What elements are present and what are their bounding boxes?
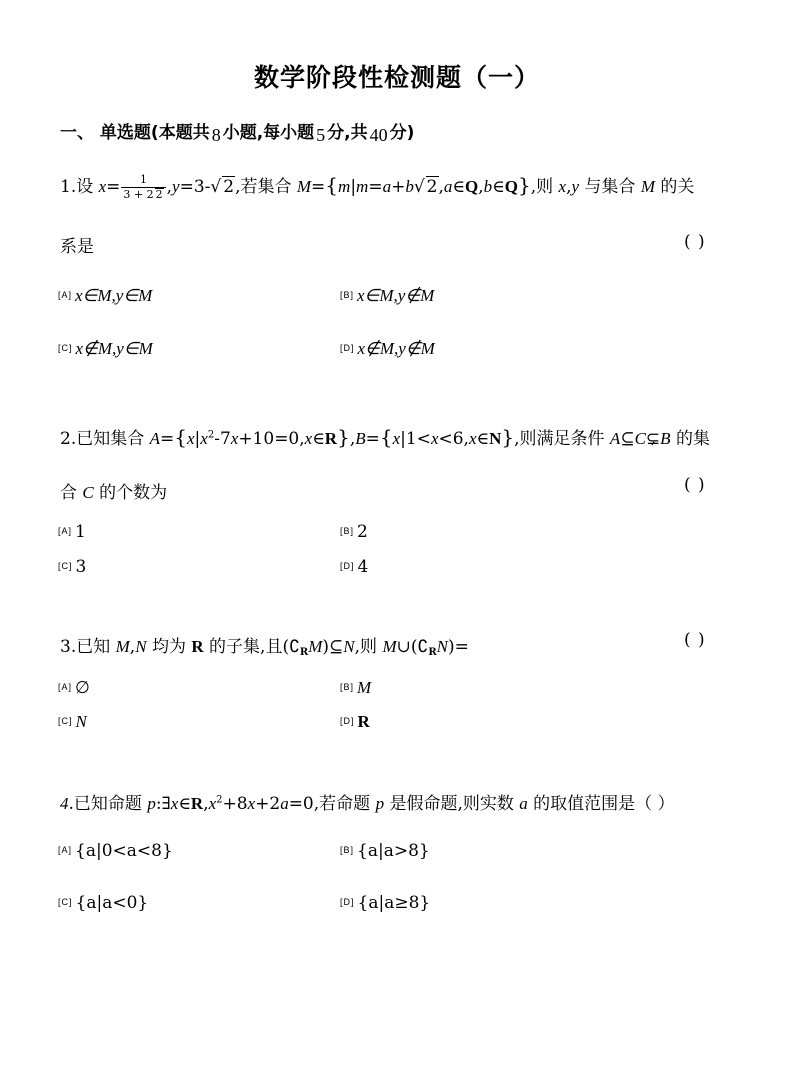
option-text: {a|a<0} — [75, 893, 149, 913]
section-heading — [60, 118, 414, 143]
points-total: 40 — [369, 125, 388, 145]
q1-option-a[interactable] — [58, 286, 152, 306]
q4-option-b[interactable] — [340, 841, 430, 861]
option-tag: [D] — [340, 716, 355, 726]
section-text-c: 分,共 — [327, 123, 368, 143]
q1-stem-line1: 1.设 x= $\frac{1}{3 + 2 2}$ ,y=3-√ 2,若集合 M={m|m=a+b√ 2,a∈Q,b∈Q},则 x,y 与集合 M 的关 — [60, 172, 695, 201]
option-tag: [D] — [340, 561, 355, 571]
q4-option-a[interactable] — [58, 841, 173, 861]
q2-option-c[interactable] — [58, 557, 86, 577]
option-text: R — [357, 712, 370, 731]
option-text: 2 — [357, 522, 368, 542]
q4-option-c[interactable] — [58, 893, 148, 913]
option-text: 4 — [357, 557, 369, 577]
option-tag: [B] — [340, 290, 355, 300]
q1-answer-blank: ( ) — [684, 232, 706, 252]
question-count: 8 — [211, 125, 221, 145]
option-text: x∈M,y∉M — [357, 286, 435, 305]
q3-stem-line1: 3.已知 M,N 均为 R 的子集,且$(∁_RM)⊆N$,则 $M\cup(∁_RN)=$ — [60, 637, 469, 658]
q2-option-b[interactable] — [340, 522, 368, 542]
q3-answer-blank: ( ) — [684, 630, 706, 650]
option-tag: [C] — [58, 561, 73, 571]
page-title: 数学阶段性检测题（一） — [253, 63, 540, 92]
option-tag: [B] — [340, 526, 355, 536]
q1-option-b[interactable] — [340, 286, 434, 306]
section-text-b: 小题,每小题 — [222, 123, 315, 143]
q1-stem-line2: 系是 — [60, 237, 94, 257]
q1-option-c[interactable] — [58, 339, 153, 359]
option-text: x∉M,y∉M — [357, 339, 435, 358]
option-text: M — [357, 678, 372, 697]
option-tag: [D] — [340, 897, 355, 907]
option-tag: [A] — [58, 682, 73, 692]
q2-stem-line2: 合 C 的个数为 — [60, 483, 168, 503]
option-text: {a|a>8} — [357, 841, 430, 861]
option-tag: [D] — [340, 343, 355, 353]
option-tag: [C] — [58, 716, 73, 726]
option-text: x∉M,y∈M — [75, 339, 153, 358]
option-text: {a|0<a<8} — [75, 841, 173, 861]
option-text: ∅ — [75, 678, 90, 698]
option-text: 3 — [75, 557, 87, 577]
option-tag: [B] — [340, 845, 355, 855]
option-text: N — [75, 712, 87, 731]
option-tag: [A] — [58, 290, 73, 300]
q1-option-d[interactable] — [340, 339, 435, 359]
option-tag: [B] — [340, 682, 355, 692]
q2-answer-blank: ( ) — [684, 475, 706, 495]
section-text-a: 一、 单选题(本题共 — [60, 123, 210, 143]
option-tag: [C] — [58, 897, 73, 907]
q3-option-c[interactable] — [58, 712, 87, 732]
option-tag: [A] — [58, 526, 73, 536]
option-text: 1 — [75, 522, 86, 542]
q2-option-a[interactable] — [58, 522, 86, 542]
q2-stem-line1: 2.已知集合 $A=\{x|x^2-7x+10=0,x\in R\},B=\{x|1<x<6,x\in N\}$,则满足条件 A⊆C⊊B 的集 — [60, 425, 710, 449]
q4-option-d[interactable] — [340, 893, 430, 913]
points-each: 5 — [316, 125, 326, 145]
option-text: x∈M,y∈M — [75, 286, 153, 305]
option-tag: [A] — [58, 845, 73, 855]
section-text-d: 分) — [389, 123, 415, 143]
q3-option-b[interactable] — [340, 678, 371, 698]
q4-stem-line1: 4.已知命题 $p:\exists x\in R,x^2+8x+2a=0$,若命题 p 是假命题,则实数 a 的取值范围是（ ） — [60, 794, 675, 814]
q2-option-d[interactable] — [340, 557, 368, 577]
q3-option-d[interactable] — [340, 712, 370, 732]
q3-option-a[interactable] — [58, 678, 90, 698]
option-tag: [C] — [58, 343, 73, 353]
option-text: {a|a≥8} — [357, 893, 431, 913]
